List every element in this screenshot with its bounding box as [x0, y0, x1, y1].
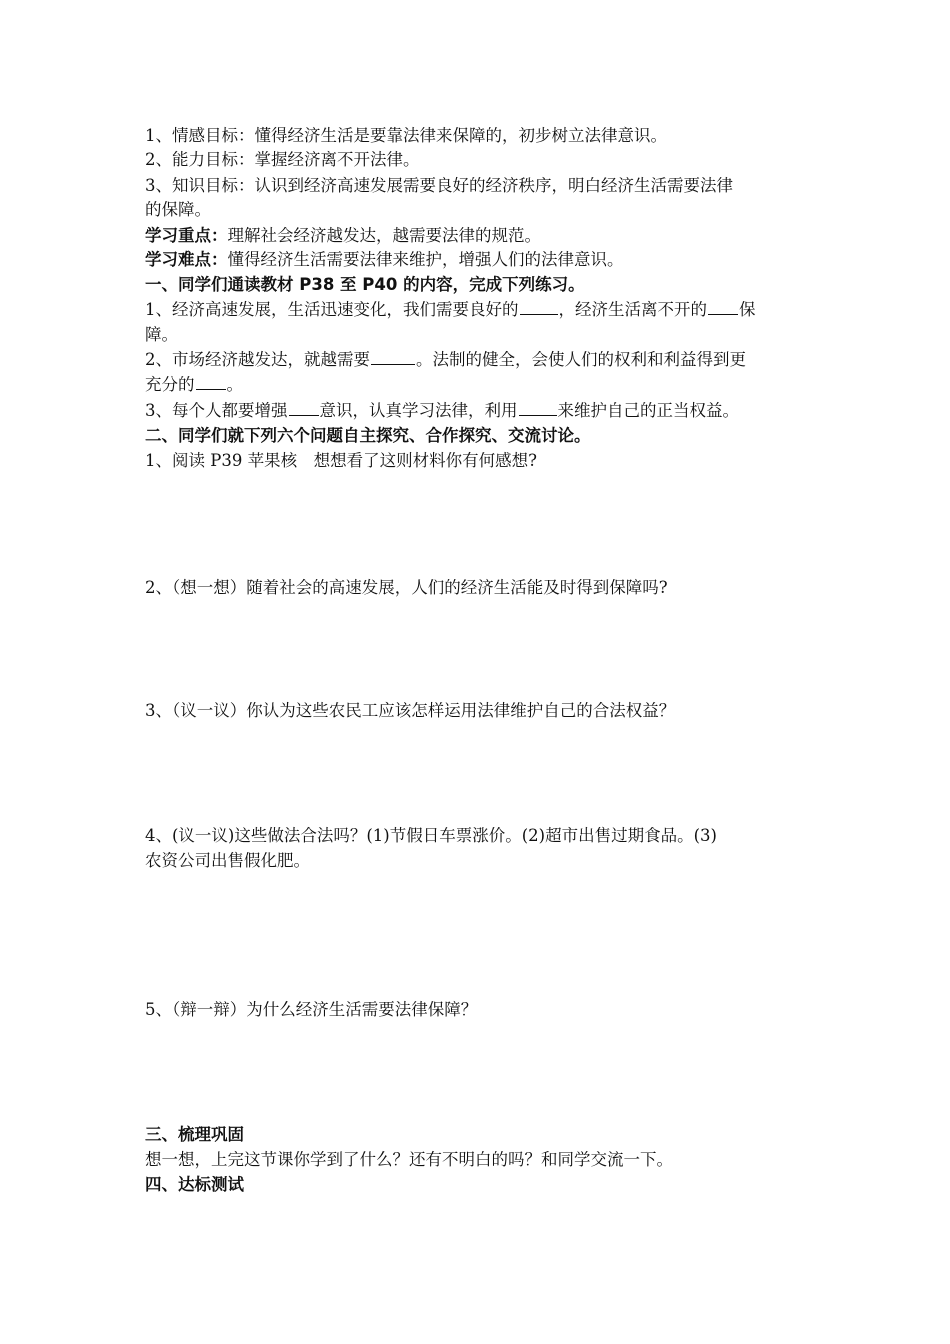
section1-q3-text-a: 3、每个人都要增强	[145, 401, 288, 420]
fill-blank[interactable]	[371, 348, 415, 365]
section3-text: 想一想，上完这节课你学到了什么？还有不明白的吗？和同学交流一下。	[145, 1150, 673, 1169]
section1-q2-line1	[145, 348, 815, 372]
section1-q2-text-b: 。法制的健全，会使人们的权利和利益得到更	[416, 350, 746, 369]
section1-q2-text-d: 。	[226, 375, 243, 394]
objective-knowledge-line1: 3、知识目标：认识到经济高速发展需要良好的经济秩序，明白经济生活需要法律	[145, 176, 733, 195]
learning-focus-label: 学习重点：	[145, 226, 228, 245]
fill-blank[interactable]	[519, 399, 557, 416]
section1-q1-text-c: 保	[739, 300, 756, 319]
section1-q2-text-a: 2、市场经济越发达，就越需要	[145, 350, 370, 369]
section2-q2: 2、（想一想）随着社会的高速发展，人们的经济生活能及时得到保障吗?	[145, 578, 668, 597]
section1-q3	[145, 399, 815, 423]
section2-q5: 5、（辩一辩）为什么经济生活需要法律保障？	[145, 1000, 478, 1019]
fill-blank[interactable]	[289, 399, 319, 416]
section2-q4-line1: 4、(议一议)这些做法合法吗？(1)节假日车票涨价。(2)超市出售过期食品。(3)	[145, 826, 717, 845]
section2-q4-line2: 农资公司出售假化肥。	[145, 851, 310, 870]
section1-q2-line2	[145, 373, 815, 397]
learning-difficulty	[145, 248, 815, 272]
section4-heading: 四、达标测试	[145, 1175, 244, 1194]
section1-q1-line1	[145, 298, 815, 322]
section2-q1: 1、阅读 P39 苹果核 想想看了这则材料你有何感想?	[145, 451, 537, 470]
fill-blank[interactable]	[708, 298, 738, 315]
fill-blank[interactable]	[196, 373, 226, 390]
learning-difficulty-label: 学习难点：	[145, 250, 228, 269]
section1-q1-text-a: 1、经济高速发展，生活迅速变化，我们需要良好的	[145, 300, 519, 319]
section1-q1-line2: 障。	[145, 325, 178, 344]
learning-focus-text: 理解社会经济越发达，越需要法律的规范。	[227, 226, 541, 245]
section1-q3-text-c: 来维护自己的正当权益。	[557, 401, 739, 420]
section1-q3-text-b: 意识，认真学习法律，利用	[319, 401, 518, 420]
fill-blank[interactable]	[520, 298, 558, 315]
objective-ability: 2、能力目标：掌握经济离不开法律。	[145, 150, 420, 169]
learning-difficulty-text: 懂得经济生活需要法律来维护，增强人们的法律意识。	[227, 250, 624, 269]
learning-focus	[145, 224, 815, 248]
section1-q2-text-c: 充分的	[145, 375, 195, 394]
section2-heading: 二、同学们就下列六个问题自主探究、合作探究、交流讨论。	[145, 426, 591, 445]
section2-q3: 3、（议一议）你认为这些农民工应该怎样运用法律维护自己的合法权益？	[145, 701, 676, 720]
objective-affect: 1、情感目标：懂得经济生活是要靠法律来保障的，初步树立法律意识。	[145, 126, 667, 145]
section3-heading: 三、梳理巩固	[145, 1125, 244, 1144]
section1-q1-text-b: ，经济生活离不开的	[558, 300, 707, 319]
section1-heading: 一、同学们通读教材 P38 至 P40 的内容，完成下列练习。	[145, 275, 585, 294]
objective-knowledge-line2: 的保障。	[145, 200, 211, 219]
